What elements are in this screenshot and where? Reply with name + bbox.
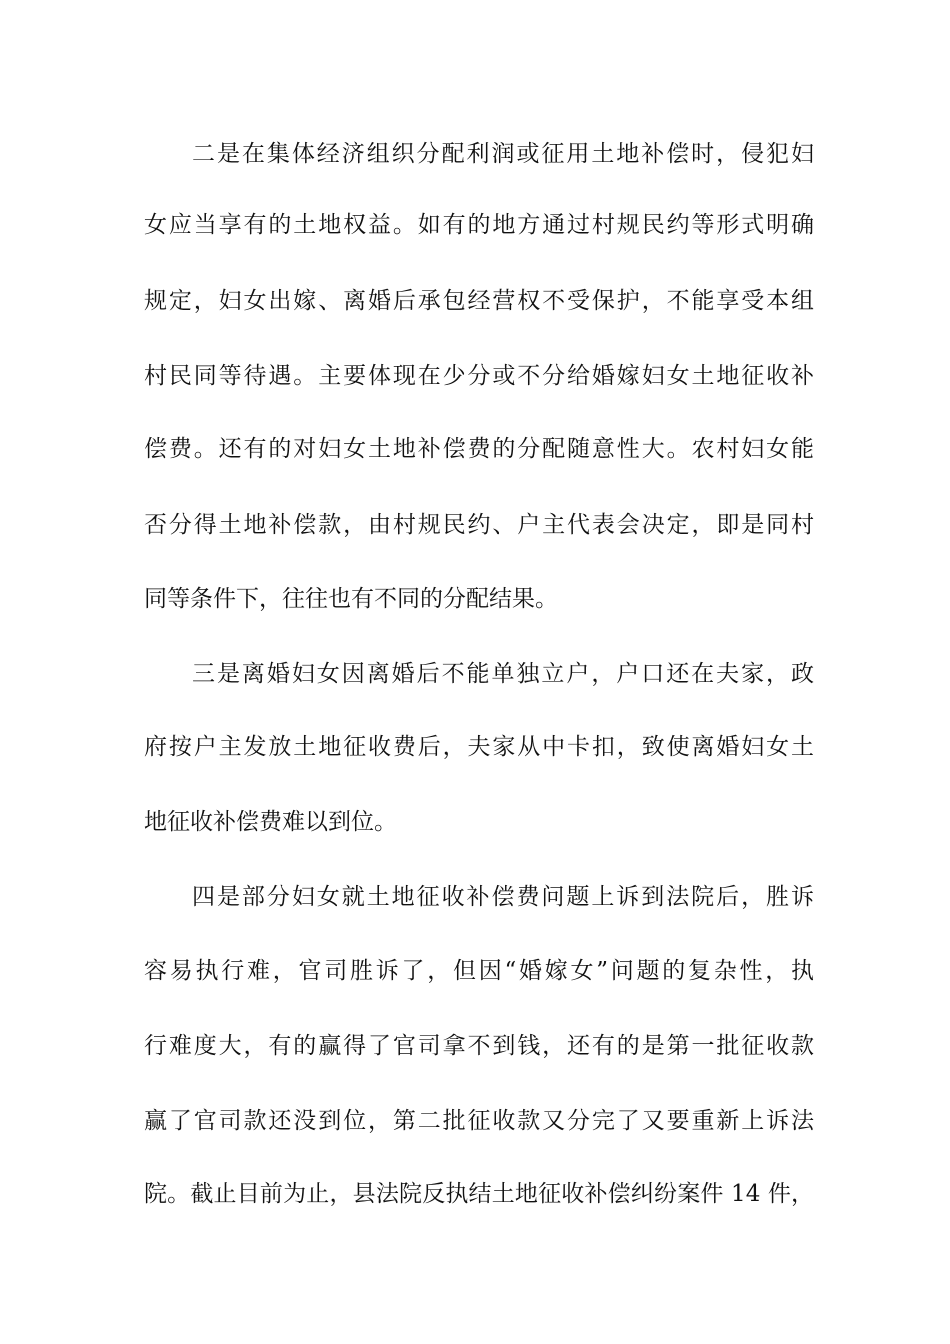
paragraph-1-line-2: 女应当享有的土地权益。如有的地方通过村规民约等形式明确	[144, 212, 814, 238]
paragraph-3-line-1: 四是部分妇女就土地征收补偿费问题上诉到法院后，胜诉	[192, 884, 814, 910]
paragraph-3-line-3: 行难度大，有的赢得了官司拿不到钱，还有的是第一批征收款	[144, 1033, 814, 1059]
paragraph-3-line-4: 赢了官司款还没到位，第二批征收款又分完了又要重新上诉法	[144, 1108, 814, 1134]
paragraph-3-line-5: 院。截止目前为止，县法院反执结土地征收补偿纠纷案件 14 件，	[144, 1181, 814, 1207]
paragraph-3-line-2: 容易执行难，官司胜诉了，但因“婚嫁女”问题的复杂性，执	[144, 958, 814, 984]
paragraph-2-line-1: 三是离婚妇女因离婚后不能单独立户，户口还在夫家，政	[192, 661, 814, 687]
paragraph-1-line-4: 村民同等待遇。主要体现在少分或不分给婚嫁妇女土地征收补	[144, 363, 814, 389]
paragraph-1-line-1: 二是在集体经济组织分配利润或征用土地补偿时，侵犯妇	[192, 141, 814, 167]
paragraph-2-line-2: 府按户主发放土地征收费后，夫家从中卡扣，致使离婚妇女土	[144, 734, 814, 760]
paragraph-1-line-3: 规定，妇女出嫁、离婚后承包经营权不受保护，不能享受本组	[144, 288, 814, 314]
paragraph-1-line-7: 同等条件下，往往也有不同的分配结果。	[144, 586, 558, 612]
paragraph-1-line-5: 偿费。还有的对妇女土地补偿费的分配随意性大。农村妇女能	[144, 436, 814, 462]
paragraph-2-line-3: 地征收补偿费难以到位。	[144, 809, 397, 835]
paragraph-1-line-6: 否分得土地补偿款，由村规民约、户主代表会决定，即是同村	[144, 512, 814, 538]
